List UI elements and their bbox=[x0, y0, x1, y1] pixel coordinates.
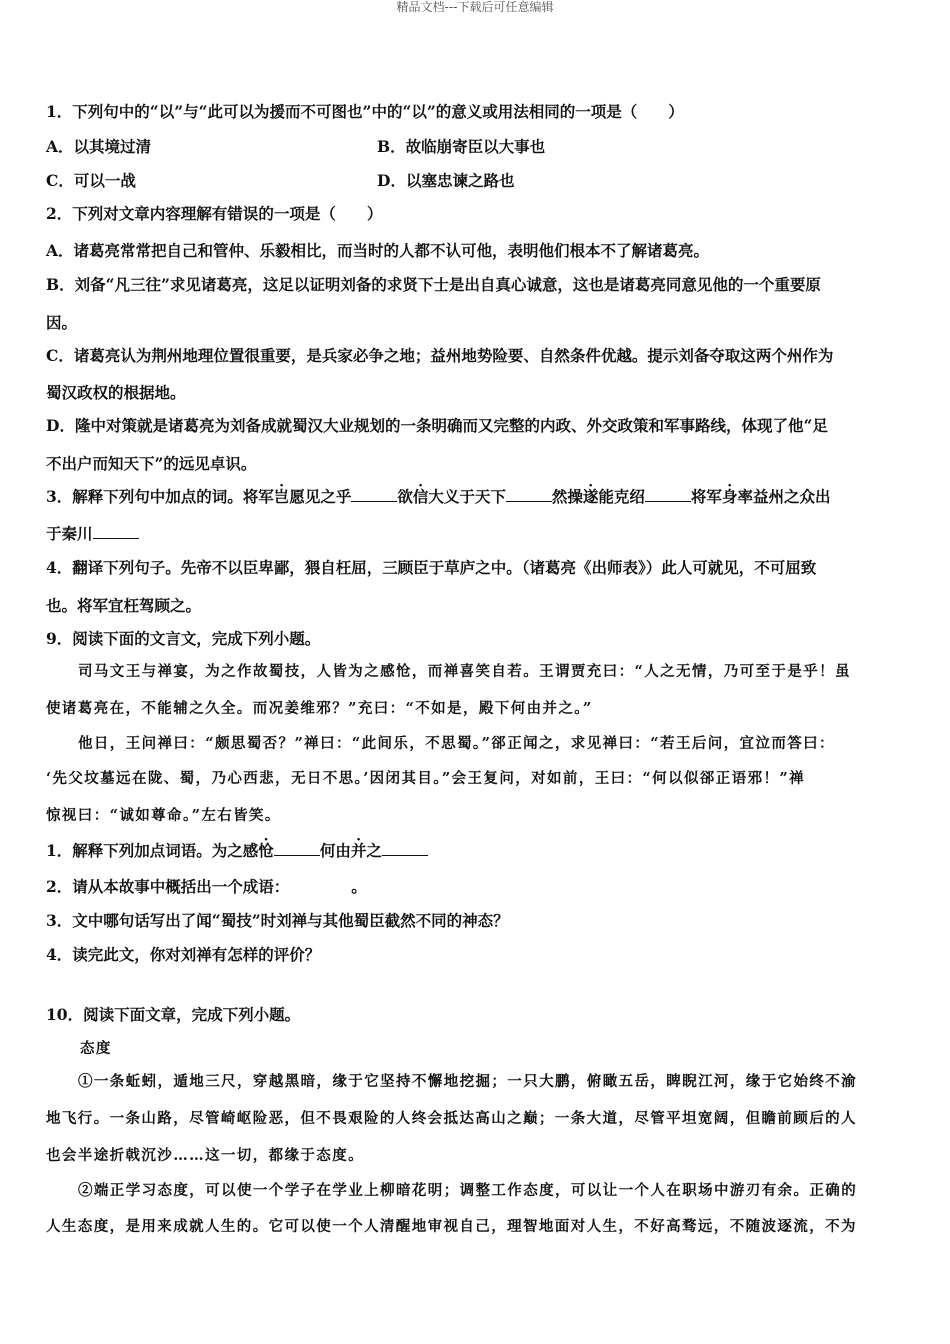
dotted-word: 并 bbox=[350, 841, 367, 860]
q9-sub4: 4．读完此文，你对刘禅有怎样的评价？ bbox=[46, 945, 321, 964]
dotted-word: 怆 bbox=[258, 841, 274, 860]
q10-p1-l2: 地飞行。一条山路，尽管崎岖险恶，但不畏艰险的人终会抵达高山之巅；一条大道，尽管平坦宽阔，但瞻前顾后的人 bbox=[46, 1110, 857, 1127]
q1-option-c: C．可以一战 bbox=[46, 171, 136, 190]
q9-sub3: 3．文中哪句话写出了闻“蜀技”时刘禅与其他蜀臣截然不同的神态？ bbox=[46, 911, 509, 930]
q2-option-d-line1: D．隆中对策就是诸葛亮为刘备成就蜀汉大业规划的一条明确而又完整的内政、外交政策和军事路线，体现了他“足 bbox=[46, 416, 828, 435]
answer-blank[interactable] bbox=[506, 487, 552, 502]
q2-option-b-line1: B．刘备“凡三往”求见诸葛亮，这足以证明刘备的求贤下士是出自真心诚意，这也是诸葛亮同意见他的一个重要原 bbox=[46, 275, 821, 294]
q1-option-a: A．以其境过清 bbox=[46, 137, 152, 156]
answer-blank[interactable] bbox=[274, 841, 320, 856]
page-header: 精品文档---下载后可任意编辑 bbox=[396, 0, 554, 14]
answer-blank[interactable] bbox=[93, 524, 139, 539]
q1-stem: 1．下列句中的“以”与“此可以为援而不可图也”中的“以”的意义或用法相同的一项是（ ） bbox=[46, 102, 684, 121]
q10-p1-l3: 也会半途折戟沉沙……这一切，都缘于态度。 bbox=[46, 1147, 364, 1164]
q9-sub2: 2．请从本故事中概括出一个成语： 。 bbox=[46, 877, 367, 896]
q9-intro: 9．阅读下面的文言文，完成下列小题。 bbox=[46, 629, 321, 648]
q10-p2-l2: 人生态度，是用来成就人生的。它可以使一个人清醒地审视自己，理智地面对人生，不好高骛远，不随波逐流，不为 bbox=[46, 1218, 857, 1235]
q9-sub1: 1．解释下列加点词语。为之感怆 何由并之 bbox=[46, 840, 428, 862]
q9-passage-p1-l2: 使诸葛亮在，不能辅之久全。而况姜维邪？”充曰：“不如是，殿下何由并之。” bbox=[46, 700, 593, 717]
q3-line2: 于秦川 bbox=[46, 523, 139, 545]
answer-blank[interactable] bbox=[382, 841, 428, 856]
dotted-word: 遂 bbox=[582, 487, 599, 506]
q9-passage-p1-l1: 司马文王与禅宴，为之作故蜀技，人皆为之感怆，而禅喜笑自若。王谓贾充曰：“人之无情，乃可至于是乎！虽 bbox=[78, 663, 851, 680]
q1-option-d: D．以塞忠谏之路也 bbox=[377, 171, 515, 190]
q2-option-c-line1: C．诸葛亮认为荆州地理位置很重要，是兵家必争之地；益州地势险要、自然条件优越。提示刘备夺取这两个州作为 bbox=[46, 346, 834, 365]
dotted-word: 岂 bbox=[273, 487, 290, 506]
q3-line1: 3．解释下列句中加点的词。将军岂愿见之乎 欲信大义于天下 然操遂能克绍 将军身率益州之众出 bbox=[46, 487, 831, 506]
q1-option-b: B．故临崩寄臣以大事也 bbox=[377, 137, 546, 156]
answer-blank[interactable] bbox=[351, 487, 397, 502]
q9-passage-p2-l2: ‘先父坟墓远在陇、蜀，乃心西悲，无日不思。’因闭其目。”会王复问，对如前，王曰：“何以似郤正语邪！”禅 bbox=[46, 770, 806, 787]
q4-line1: 4．翻译下列句子。先帝不以臣卑鄙，猥自枉屈，三顾臣于草庐之中。（诸葛亮《出师表》）此人可就见，不可屈致 bbox=[46, 558, 817, 577]
q10-p2-l1: ②端正学习态度，可以使一个学子在学业上柳暗花明；调整工作态度，可以让一个人在职场中游刃有余。正确的 bbox=[78, 1182, 858, 1199]
dotted-word: 身 bbox=[721, 487, 738, 506]
q4-line2: 也。将军宜枉驾顾之。 bbox=[46, 596, 202, 615]
answer-blank[interactable] bbox=[645, 487, 691, 502]
q9-passage-p2-l1: 他日，王问禅曰：“颇思蜀否？”禅曰：“此间乐，不思蜀。”郤正闻之，求见禅曰：“若王后问，宜泣而答曰： bbox=[78, 735, 835, 752]
q10-intro: 10．阅读下面文章，完成下列小题。 bbox=[46, 1005, 301, 1024]
q2-option-c-line2: 蜀汉政权的根据地。 bbox=[46, 383, 186, 402]
q10-p1-l1: ①一条蚯蚓，遁地三尺，穿越黑暗，缘于它坚持不懈地挖掘；一只大鹏，俯瞰五岳，睥睨江河，缘于它始终不渝 bbox=[78, 1073, 858, 1090]
q2-option-b-line2: 因。 bbox=[46, 313, 78, 332]
q2-option-d-line2: 不出户而知天下”的远见卓识。 bbox=[46, 454, 257, 473]
dotted-word: 信 bbox=[412, 487, 429, 506]
emphasis-dots: 有错误 bbox=[211, 204, 259, 223]
q2-option-a: A．诸葛亮常常把自己和管仲、乐毅相比，而当时的人都不认可他，表明他们根本不了解诸葛亮。 bbox=[46, 241, 710, 260]
q2-stem: 2．下列对文章内容理解有错误的一项是（ ） bbox=[46, 204, 383, 223]
q9-passage-p2-l3: 惊视曰：“诚如尊命。”左右皆笑。 bbox=[46, 807, 281, 824]
q10-article-title: 态度 bbox=[80, 1040, 112, 1057]
